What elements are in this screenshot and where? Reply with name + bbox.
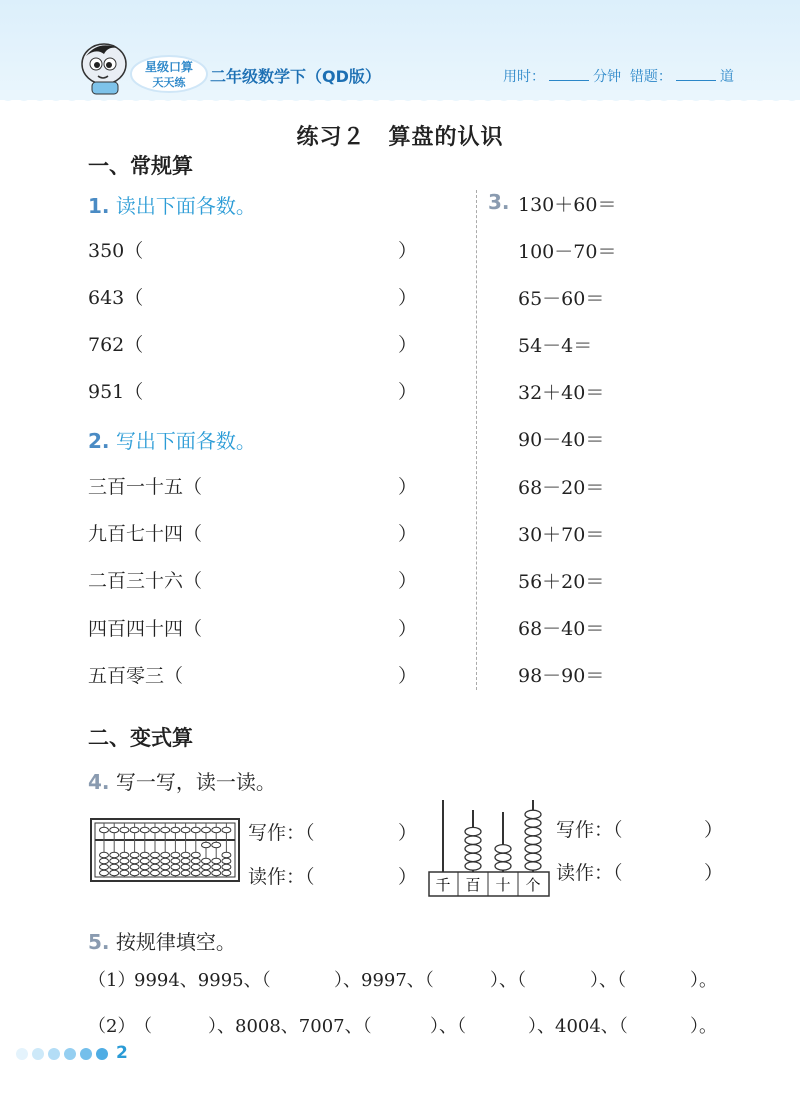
counting-bead — [465, 845, 481, 853]
abacus-bead — [151, 864, 160, 870]
counting-bead — [465, 836, 481, 844]
abacus-bead — [151, 858, 160, 864]
abacus-bead — [120, 870, 129, 876]
q3-item[interactable]: 130＋60＝ — [518, 194, 617, 216]
abacus-bead — [140, 852, 149, 858]
abacus-bead — [120, 858, 129, 864]
abacus-bead — [110, 827, 119, 833]
abacus-bead — [151, 852, 160, 858]
abacus-bead — [110, 852, 119, 858]
q3-item[interactable]: 98－90＝ — [518, 665, 605, 687]
counting-bead — [465, 827, 481, 835]
q2-answer-close[interactable]: ） — [398, 523, 418, 545]
abacus-bead — [100, 864, 109, 870]
q4b-read-label: 读作：（ — [556, 862, 623, 884]
abacus-bead — [212, 827, 221, 833]
q3-number-wrap — [488, 190, 510, 214]
q1-text: 读出下面各数。 — [115, 194, 256, 218]
counting-bead — [495, 845, 511, 853]
abacus-bead — [222, 852, 231, 858]
abacus-bead — [212, 858, 221, 864]
counting-bead — [525, 836, 541, 844]
column-divider — [476, 190, 477, 690]
q4a-read-close[interactable]: ） — [398, 866, 418, 888]
seq2-part: ）、（ — [430, 1016, 466, 1037]
abacus-bead — [191, 864, 200, 870]
q4b-write-close[interactable]: ） — [704, 819, 724, 841]
q1-answer-close[interactable]: ） — [398, 381, 418, 403]
q1-title — [88, 190, 256, 219]
q3-item[interactable]: 68－40＝ — [518, 618, 605, 640]
footer-dots-decoration — [14, 1046, 114, 1062]
abacus-bead — [191, 827, 200, 833]
counting-bead — [525, 862, 541, 870]
seq2-part: ）、8008、7007、（ — [208, 1016, 372, 1037]
q5-text: 按规律填空。 — [115, 930, 236, 954]
abacus-bead — [140, 858, 149, 864]
q2-answer-close[interactable]: ） — [398, 618, 418, 640]
counting-bead — [495, 862, 511, 870]
abacus-bead — [222, 827, 231, 833]
abacus-bead — [161, 864, 170, 870]
q1-item: 951（ — [88, 381, 144, 403]
q1-item: 350（ — [88, 240, 144, 262]
q1-answer-close[interactable]: ） — [398, 240, 418, 262]
abacus-bead — [130, 864, 139, 870]
counting-bead — [525, 845, 541, 853]
counting-bead — [495, 853, 511, 861]
q2-item: 五百零三（ — [88, 665, 184, 687]
q4b-write-label: 写作：（ — [556, 819, 623, 841]
timer-label: 用时： — [503, 69, 545, 85]
q2-answer-close[interactable]: ） — [398, 665, 418, 687]
logo-line2: 天天练 — [152, 76, 186, 89]
abacus-bead — [140, 870, 149, 876]
abacus-bead — [171, 852, 180, 858]
errors-unit: 道 — [719, 69, 734, 85]
q2-number: 2. — [88, 429, 110, 453]
abacus-bead — [202, 842, 211, 848]
q2-text: 写出下面各数。 — [115, 429, 256, 453]
abacus-bead — [120, 827, 129, 833]
abacus-bead — [191, 870, 200, 876]
q3-item[interactable]: 90－40＝ — [518, 429, 605, 451]
abacus-bead — [202, 870, 211, 876]
abacus-bead — [120, 852, 129, 858]
counting-bead — [465, 853, 481, 861]
seq1-part: 9994、9995、（ — [134, 970, 271, 991]
abacus-bead — [100, 827, 109, 833]
q1-answer-close[interactable]: ） — [398, 287, 418, 309]
abacus-bead — [130, 870, 139, 876]
abacus-bead — [181, 870, 190, 876]
counting-bead — [525, 819, 541, 827]
q5-title — [88, 926, 236, 955]
abacus-bead — [181, 852, 190, 858]
abacus-bead — [181, 827, 190, 833]
lesson-title: 练习２ 算盘的认识 — [296, 125, 504, 150]
abacus-bead — [171, 858, 180, 864]
abacus-bead — [212, 870, 221, 876]
q4-number: 4. — [88, 770, 110, 794]
abacus-bead — [140, 864, 149, 870]
abacus-bead — [100, 870, 109, 876]
counting-rods-icon — [428, 798, 552, 900]
abacus-bead — [181, 858, 190, 864]
q3-item[interactable]: 32＋40＝ — [518, 382, 605, 404]
page-number: 2 — [116, 1043, 128, 1063]
abacus-bead — [202, 864, 211, 870]
abacus-bead — [222, 864, 231, 870]
abacus-bead — [171, 827, 180, 833]
abacus-bead — [130, 858, 139, 864]
place-label-thousands: 千 — [435, 876, 451, 894]
abacus-bead — [140, 827, 149, 833]
abacus-bead — [161, 827, 170, 833]
abacus-bead — [171, 870, 180, 876]
q3-item[interactable]: 30＋70＝ — [518, 524, 605, 546]
q3-number: 3. — [488, 190, 510, 214]
place-label-tens: 十 — [495, 876, 511, 894]
abacus-bead — [191, 852, 200, 858]
seq2-part: ）、4004、（ — [528, 1016, 628, 1037]
abacus-bead — [222, 870, 231, 876]
logo-line1: 星级口算 — [144, 60, 194, 74]
book-title: 二年级数学下（QD版） — [210, 67, 381, 86]
q3-item[interactable]: 65－60＝ — [518, 288, 605, 310]
section1-heading: 一、常规算 — [88, 154, 193, 178]
errors-label: 错题： — [629, 69, 672, 85]
q4-title — [88, 766, 276, 795]
abacus-bead — [161, 852, 170, 858]
q3-item[interactable]: 56＋20＝ — [518, 571, 605, 593]
counting-bead — [525, 810, 541, 818]
abacus-bead — [202, 858, 211, 864]
q2-answer-close[interactable]: ） — [398, 570, 418, 592]
abacus-bead — [110, 870, 119, 876]
q4b-read-close[interactable]: ） — [704, 862, 724, 884]
seq2-label: （2） — [88, 1016, 136, 1037]
abacus-bead — [191, 858, 200, 864]
timer-unit: 分钟 — [593, 69, 621, 85]
q2-answer-close[interactable]: ） — [398, 476, 418, 498]
abacus-bead — [181, 864, 190, 870]
abacus-bead — [120, 864, 129, 870]
q2-item: 三百一十五（ — [88, 476, 203, 498]
q4a-read-label: 读作：（ — [248, 866, 315, 888]
q1-item: 762（ — [88, 334, 144, 356]
counting-bead — [525, 827, 541, 835]
abacus-bead — [110, 858, 119, 864]
errors-blank[interactable] — [676, 79, 716, 81]
abacus-icon — [90, 818, 240, 882]
abacus-bead — [202, 827, 211, 833]
seq1-part: ）、（ — [490, 970, 526, 991]
seq1-part: ）、（ — [590, 970, 626, 991]
abacus-bead — [161, 858, 170, 864]
abacus-bead — [110, 864, 119, 870]
abacus-bead — [222, 858, 231, 864]
abacus-bead — [130, 827, 139, 833]
q4a-write-close[interactable]: ） — [398, 822, 418, 844]
q1-item: 643（ — [88, 287, 144, 309]
q2-item: 二百三十六（ — [88, 570, 203, 592]
abacus-bead — [212, 864, 221, 870]
abacus-bead — [161, 870, 170, 876]
q3-item[interactable]: 54－4＝ — [518, 335, 593, 357]
q4-text: 写一写，读一读。 — [115, 770, 276, 794]
seq2-part: ）。 — [690, 1016, 717, 1037]
seq1-part: ）。 — [690, 970, 717, 991]
abacus-bead — [212, 842, 221, 848]
q1-answer-close[interactable]: ） — [398, 334, 418, 356]
brand-logo — [130, 55, 208, 93]
place-label-hundreds: 百 — [465, 876, 481, 894]
abacus-bead — [171, 864, 180, 870]
seq2-part: （ — [134, 1016, 152, 1037]
abacus-bead — [130, 852, 139, 858]
q4a-write-label: 写作：（ — [248, 822, 315, 844]
mascot-icon — [78, 38, 138, 98]
q2-item: 四百四十四（ — [88, 618, 203, 640]
section2-heading: 二、变式算 — [88, 726, 193, 750]
q5-number: 5. — [88, 930, 110, 954]
abacus-bead — [100, 852, 109, 858]
counting-bead — [465, 862, 481, 870]
place-label-ones: 个 — [525, 876, 541, 894]
timer-blank[interactable] — [549, 79, 589, 81]
abacus-bead — [151, 870, 160, 876]
q1-number: 1. — [88, 194, 110, 218]
seq1-part: ）、9997、（ — [334, 970, 434, 991]
q2-item: 九百七十四（ — [88, 523, 203, 545]
q2-title — [88, 425, 256, 454]
q3-item[interactable]: 68－20＝ — [518, 477, 605, 499]
q3-item[interactable]: 100－70＝ — [518, 241, 617, 263]
abacus-bead — [100, 858, 109, 864]
timer-area — [503, 66, 734, 86]
seq1-label: （1） — [88, 970, 136, 991]
abacus-bead — [151, 827, 160, 833]
counting-bead — [525, 853, 541, 861]
